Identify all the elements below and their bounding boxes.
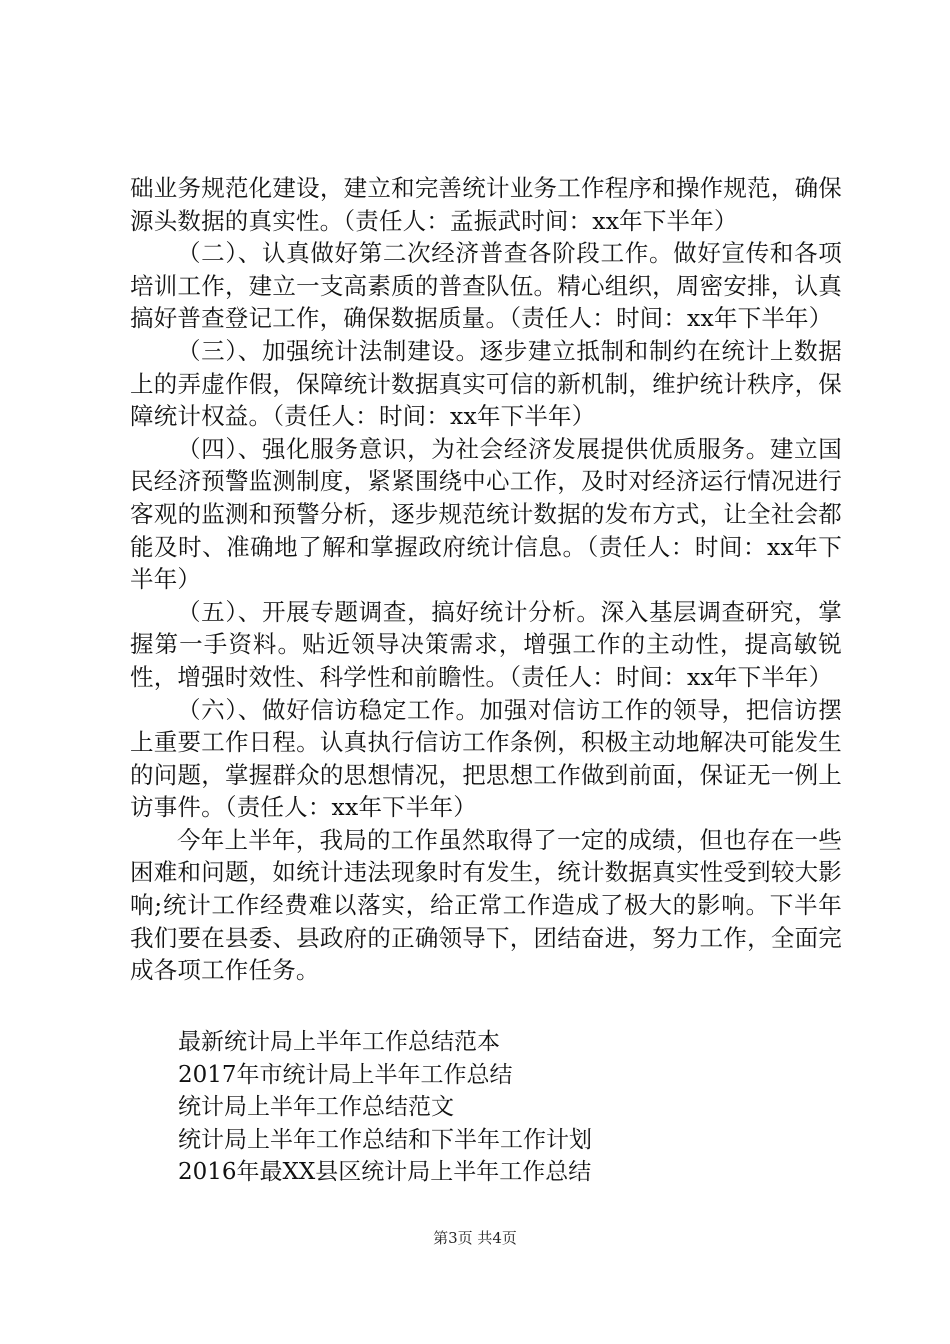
paragraph-section-3: （三）、加强统计法制建设。逐步建立抵制和制约在统计上数据上的弄虚作假，保障统计数据真实可信的新机制，维护统计秩序，保障统计权益。（责任人：时间：xx年下半年） [130,336,842,431]
related-article-link[interactable]: 2016年最XX县区统计局上半年工作总结 [178,1159,592,1186]
related-article-link[interactable]: 最新统计局上半年工作总结范本 [178,1029,500,1055]
page-footer: 第3页 共4页 [433,1229,517,1247]
paragraph-section-5: （五）、开展专题调查，搞好统计分析。深入基层调查研究，掌握第一手资料。贴近领导决策需求，增强工作的主动性，提高敏锐性，增强时效性、科学性和前瞻性。（责任人：时间：xx年下半年） [130,597,842,691]
paragraph-section-2: （二）、认真做好第二次经济普查各阶段工作。做好宣传和各项培训工作，建立一支高素质的普查队伍。精心组织，周密安排，认真搞好普查登记工作，确保数据质量。（责任人：时间：xx年下半年） [130,239,842,333]
paragraph-summary: 今年上半年，我局的工作虽然取得了一定的成绩，但也存在一些困难和问题，如统计违法现象时有发生，统计数据真实性受到较大影响;统计工作经费难以落实，给正常工作造成了极大的影响。下半年我们要在县委、县政府的正确领导下，团结奋进，努力工作，全面完成各项工作任务。 [130,825,842,985]
paragraph-section-6: （六）、做好信访稳定工作。加强对信访工作的领导，把信访摆上重要工作日程。认真执行信访工作条例，积极主动地解决可能发生的问题，掌握群众的思想情况，把思想工作做到前面，保证无一例上访事件。（责任人：xx年下半年） [130,695,842,822]
related-article-link[interactable]: 统计局上半年工作总结和下半年工作计划 [178,1126,592,1153]
paragraph-continued: 础业务规范化建设，建立和完善统计业务工作程序和操作规范，确保源头数据的真实性。（责任人：孟振武时间：xx年下半年） [130,174,842,235]
related-articles-list [178,1026,818,1189]
body-text [130,172,842,987]
related-article-link[interactable]: 2017年市统计局上半年工作总结 [178,1061,513,1088]
related-article-link[interactable]: 统计局上半年工作总结范文 [178,1094,454,1121]
paragraph-section-4: （四）、强化服务意识，为社会经济发展提供优质服务。建立国民经济预警监测制度，紧紧围绕中心工作，及时对经济运行情况进行客观的监测和预警分析，逐步规范统计数据的发布方式，让全社会都能及时、准确地了解和掌握政府统计信息。（责任人：时间：xx年下半年） [130,434,842,594]
